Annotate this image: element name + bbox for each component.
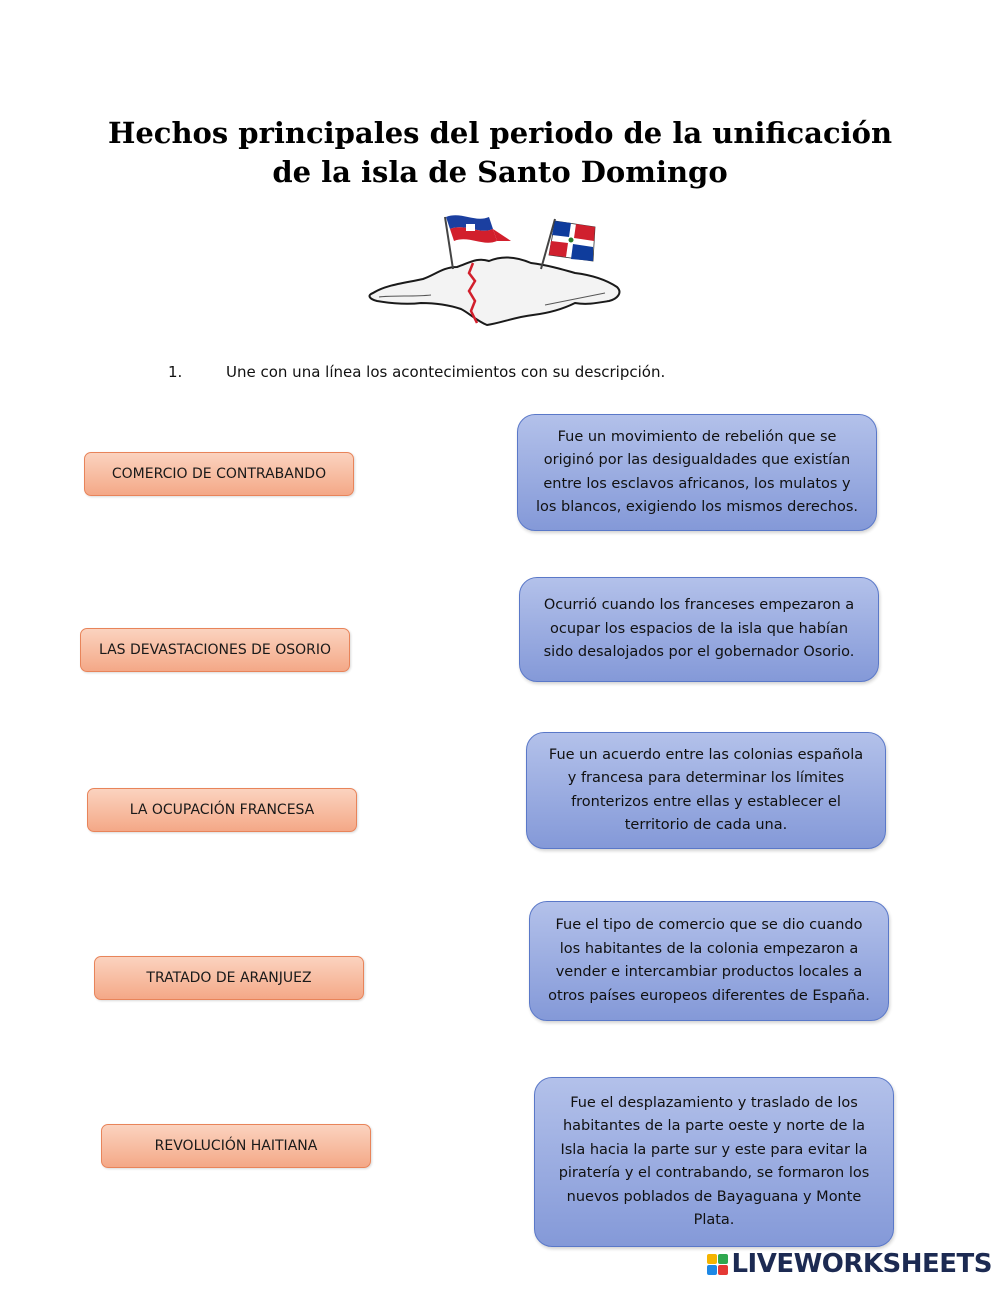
event-box-revolucion-haitiana[interactable] bbox=[101, 1124, 371, 1168]
liveworksheets-wordmark: LIVEWORKSHEETS bbox=[731, 1249, 992, 1279]
dominican-flag-icon bbox=[541, 219, 595, 269]
instruction bbox=[168, 363, 665, 381]
liveworksheets-logo bbox=[707, 1249, 992, 1279]
description-box-1[interactable] bbox=[517, 414, 877, 531]
event-label: REVOLUCIÓN HAITIANA bbox=[154, 1138, 318, 1154]
instruction-text: Une con una línea los acontecimientos con su descripción. bbox=[226, 363, 666, 381]
event-label: LA OCUPACIÓN FRANCESA bbox=[129, 802, 315, 818]
event-box-ocupacion-francesa[interactable] bbox=[87, 788, 357, 832]
island-map bbox=[370, 257, 620, 325]
instruction-number: 1. bbox=[168, 363, 183, 381]
page-title bbox=[0, 114, 1000, 192]
description-box-3[interactable] bbox=[526, 732, 886, 849]
liveworksheets-logo-mark bbox=[707, 1254, 728, 1275]
description-box-5[interactable] bbox=[534, 1077, 894, 1247]
description-text: Ocurrió cuando los franceses empezaron a ocupar los espacios de la isla que habían sido desalojados por el gobernador Osorio. bbox=[543, 597, 855, 661]
title-line-1: Hechos principales del periodo de la unificación bbox=[107, 116, 893, 150]
event-label: COMERCIO DE CONTRABANDO bbox=[111, 466, 327, 482]
title-line-2: de la isla de Santo Domingo bbox=[272, 155, 728, 189]
description-box-4[interactable] bbox=[529, 901, 889, 1021]
event-box-devastaciones-osorio[interactable] bbox=[80, 628, 350, 672]
description-text: Fue el desplazamiento y traslado de los habitantes de la parte oeste y norte de la Isla hacia la parte sur y este para evitar la piratería y el contrabando, se formaron los nuevos poblados de Bayaguana y Monte Plata. bbox=[558, 1094, 870, 1228]
event-box-comercio-contrabando[interactable] bbox=[84, 452, 354, 496]
event-label: TRATADO DE ARANJUEZ bbox=[146, 970, 312, 986]
description-text: Fue el tipo de comercio que se dio cuando los habitantes de la colonia empezaron a vender e intercambiar productos locales a otros países europeos diferentes de España. bbox=[548, 917, 870, 1004]
description-box-2[interactable] bbox=[519, 577, 879, 682]
event-box-tratado-aranjuez[interactable] bbox=[94, 956, 364, 1000]
island-flags-illustration bbox=[365, 205, 630, 335]
description-text: Fue un acuerdo entre las colonias española y francesa para determinar los límites fronterizos entre ellas y establecer el territorio de cada una. bbox=[548, 746, 864, 833]
description-text: Fue un movimiento de rebelión que se originó por las desigualdades que existían entre los esclavos africanos, los mulatos y los blancos, exigiendo los mismos derechos. bbox=[535, 428, 859, 515]
event-label: LAS DEVASTACIONES DE OSORIO bbox=[98, 642, 332, 658]
